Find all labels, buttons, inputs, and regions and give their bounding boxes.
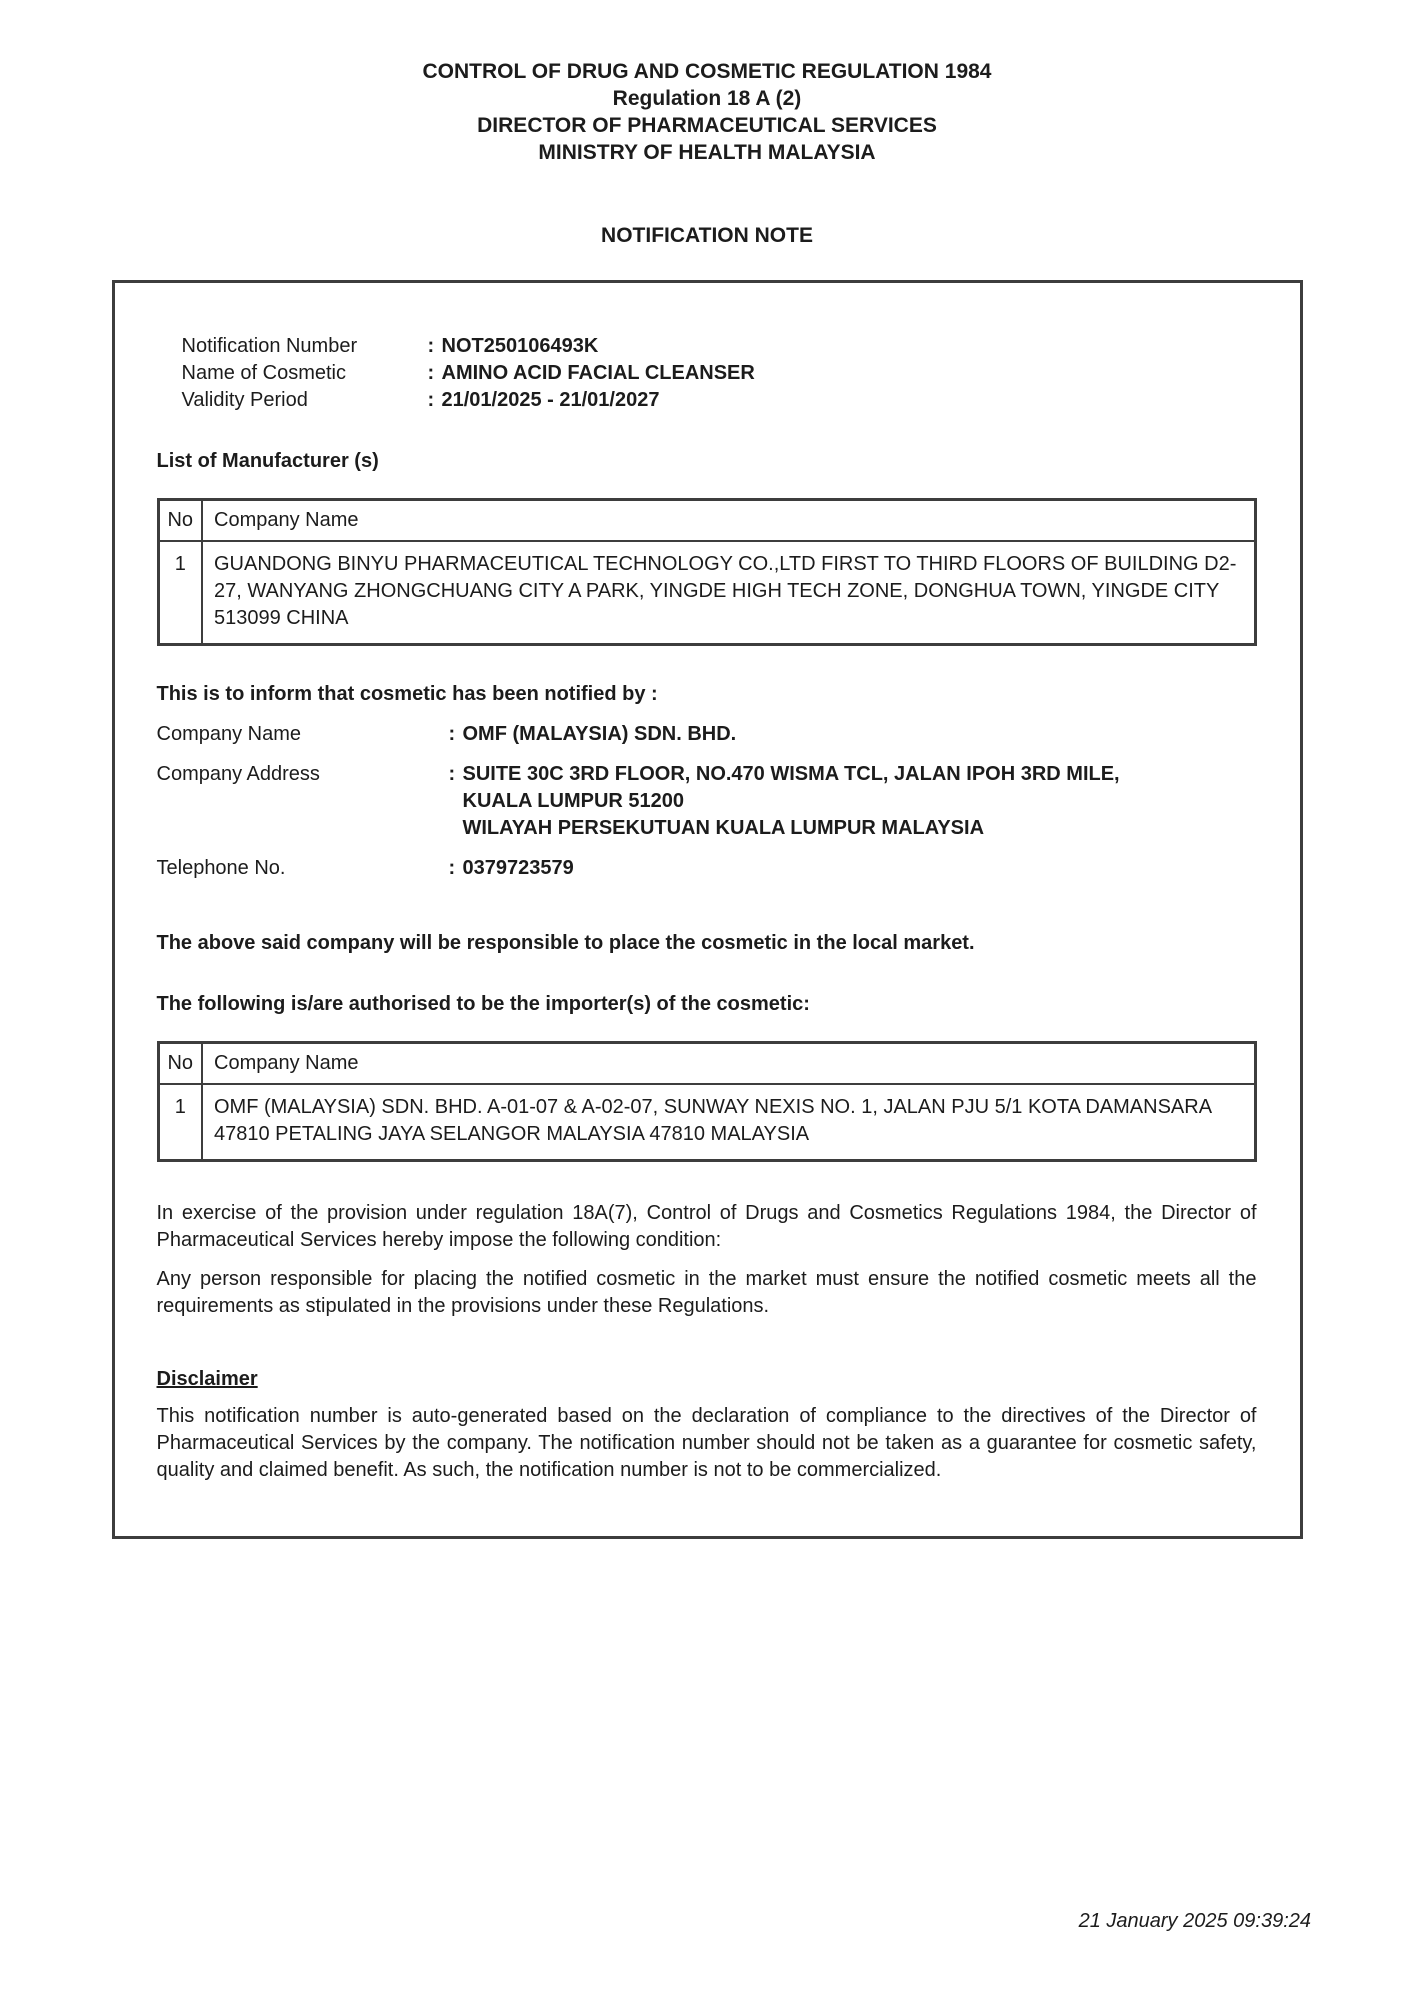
importers-table [157,1041,1257,1162]
field-colon: : [448,857,456,879]
field-value [463,721,737,748]
condition-intro-paragraph: In exercise of the provision under regulation 18A(7), Control of Drugs and Cosmetics Regulations 1984, the Director of Pharmaceutical Services hereby impose the following condition: [156,1202,1257,1251]
field-row-telephone [157,855,1257,882]
field-value: 21/01/2025 - 21/01/2027 [441,389,660,411]
table-row [158,541,1255,645]
field-row-company-name [157,721,1257,748]
importers-heading: The following is/are authorised to be the importer(s) of the cosmetic: [156,993,810,1015]
field-colon: : [427,335,435,357]
column-header-company-name: Company Name [202,500,1255,542]
field-value: AMINO ACID FACIAL CLEANSER [441,362,755,384]
responsibility-note: The above said company will be responsible to place the cosmetic in the local market. [156,932,975,954]
condition-paragraph: Any person responsible for placing the notified cosmetic in the market must ensure the notified cosmetic meets all the requirements as stipulated in the provisions under these Regulations. [156,1268,1257,1317]
header-line-ministry: MINISTRY OF HEALTH MALAYSIA [538,141,876,164]
field-label: Validity Period [181,389,308,411]
field-label: Company Address [156,763,320,785]
manufacturers-heading: List of Manufacturer (s) [156,450,379,472]
table-header-row [158,500,1255,542]
notification-frame [112,280,1303,1539]
field-colon: : [448,763,456,785]
column-header-no: No [158,500,202,542]
cell-company-name: OMF (MALAYSIA) SDN. BHD. A-01-07 & A-02-07, SUNWAY NEXIS NO. 1, JALAN PJU 5/1 KOTA DAMANSARA 47810 PETALING JAYA SELANGOR MALAYSIA 47810 MALAYSIA [202,1084,1255,1161]
field-value-line: 0379723579 [462,857,574,879]
cell-no: 1 [158,1084,202,1161]
table-row [158,1084,1255,1161]
field-row-cosmetic-name [182,360,1257,387]
field-row-company-address [157,761,1257,842]
field-label: Telephone No. [156,857,286,879]
cell-no: 1 [158,541,202,645]
header-line-regulation-act: CONTROL OF DRUG AND COSMETIC REGULATION 1984 [422,60,992,83]
cell-company-name: GUANDONG BINYU PHARMACEUTICAL TECHNOLOGY CO.,LTD FIRST TO THIRD FLOORS OF BUILDING D2-27, WANYANG ZHONGCHUANG CITY A PARK, YINGDE HIGH TECH ZONE, DONGHUA TOWN, YINGDE CITY 513099 CHINA [202,541,1255,645]
column-header-company-name: Company Name [202,1043,1255,1085]
column-header-no: No [158,1043,202,1085]
field-value-line: SUITE 30C 3RD FLOOR, NO.470 WISMA TCL, JALAN IPOH 3RD MILE, [462,763,1120,785]
field-label: Notification Number [181,335,358,357]
field-value [463,761,1120,842]
table-header-row [158,1043,1255,1085]
document-title: NOTIFICATION NOTE [601,224,813,247]
field-value [463,855,574,882]
field-row-notification-number [182,333,1257,360]
field-label: Name of Cosmetic [181,362,346,384]
manufacturers-table [157,498,1257,646]
field-colon: : [427,389,435,411]
notification-details-section [157,333,1257,414]
field-value: NOT250106493K [441,335,599,357]
disclaimer-heading: Disclaimer [156,1368,258,1390]
field-value-line: OMF (MALAYSIA) SDN. BHD. [462,723,737,745]
field-value-line: KUALA LUMPUR 51200 [462,790,685,812]
footer-timestamp: 21 January 2025 09:39:24 [1078,1910,1311,1932]
disclaimer-paragraph: This notification number is auto-generated based on the declaration of compliance to the directives of the Director of Pharmaceutical Services by the company. The notification number should not be taken as a guarantee for cosmetic safety, quality and claimed benefit. As such, the notification number is not to be commercialized. [156,1405,1257,1481]
field-colon: : [427,362,435,384]
field-label: Company Name [156,723,302,745]
field-row-validity-period [182,387,1257,414]
header-line-regulation-clause: Regulation 18 A (2) [612,87,802,110]
notified-by-heading: This is to inform that cosmetic has been notified by : [156,683,658,705]
header-line-director: DIRECTOR OF PHARMACEUTICAL SERVICES [477,114,937,137]
document-header [0,0,1414,166]
field-colon: : [448,723,456,745]
field-value-line: WILAYAH PERSEKUTUAN KUALA LUMPUR MALAYSIA [462,817,985,839]
notified-by-section [157,721,1257,882]
